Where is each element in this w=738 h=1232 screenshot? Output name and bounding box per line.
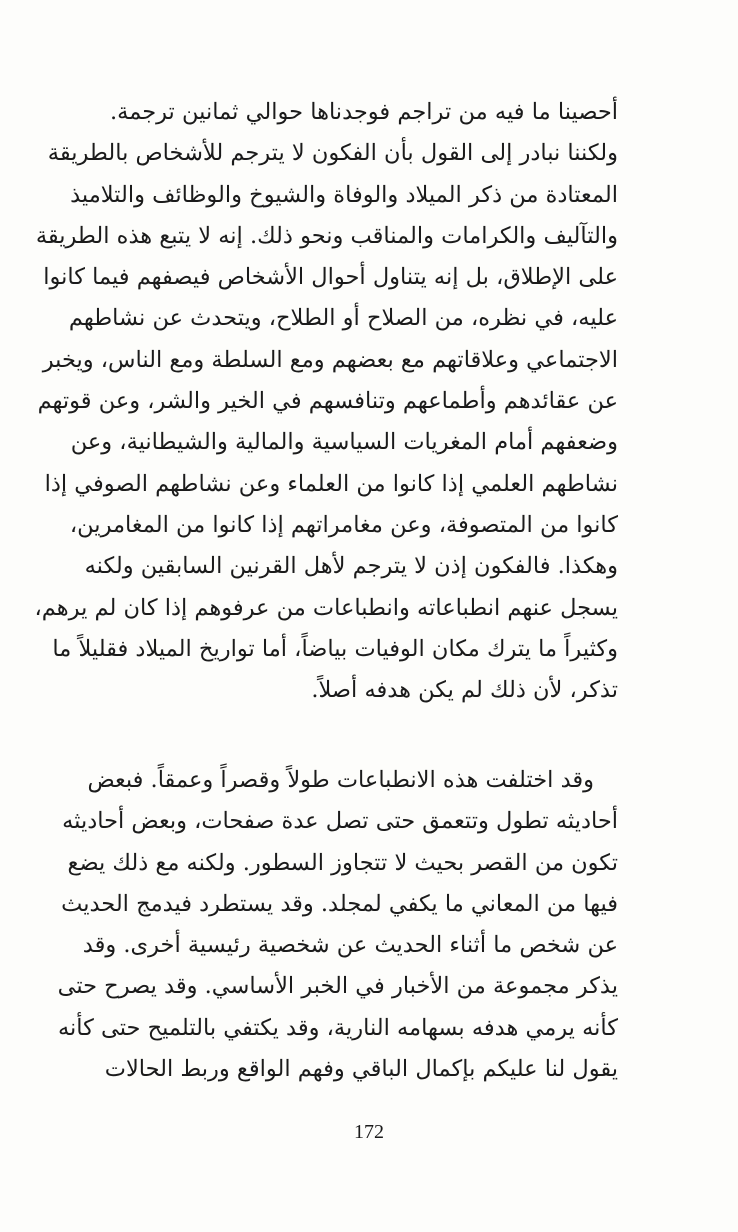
text-line: وضعفهم أمام المغريات السياسية والمالية والشيطانية، وعن	[70, 429, 618, 456]
text-line: عليه، في نظره، من الصلاح أو الطلاح، ويتحدث عن نشاطهم	[68, 305, 618, 332]
text-line: كأنه يرمي هدفه بسهامه النارية، وقد يكتفي بالتلميح حتى كأنه	[57, 1014, 618, 1041]
page-number: 172	[354, 1121, 384, 1143]
text-line: أحصينا ما فيه من تراجم فوجدناها حوالي ثمانين ترجمة.	[110, 99, 618, 125]
text-line: عن عقائدهم وأطماعهم وتنافسهم في الخير والشر، وعن قوتهم	[37, 388, 618, 415]
text-line: يسجل عنهم انطباعاته وانطباعات من عرفوهم إذا كان لم يرهم،	[34, 594, 618, 621]
text-line: وكثيراً ما يترك مكان الوفيات بياضاً، أما تواريخ الميلاد فقليلاً ما	[52, 635, 618, 662]
text-line: وهكذا. فالفكون إذن لا يترجم لأهل القرنين السابقين ولكنه	[84, 553, 618, 580]
text-line: تذكر، لأن ذلك لم يكن هدفه أصلاً.	[311, 677, 618, 704]
text-line: كانوا من المتصوفة، وعن مغامراتهم إذا كانوا من المغامرين،	[69, 511, 618, 538]
text-line: وقد اختلفت هذه الانطباعات طولاً وقصراً وعمقاً. فبعض	[87, 767, 594, 793]
text-line: الاجتماعي وعلاقاتهم مع بعضهم ومع السلطة ومع الناس، ويخبر	[42, 346, 618, 373]
text-line: تكون من القصر بحيث لا تتجاوز السطور. ولكنه مع ذلك يضع	[67, 849, 618, 876]
text-line: على الإطلاق، بل إنه يتناول أحوال الأشخاص فيصفهم فيما كانوا	[43, 264, 618, 291]
paragraph-2	[57, 760, 618, 1090]
text-line: المعتادة من ذكر الميلاد والوفاة والشيوخ والوظائف والتلاميذ	[70, 181, 618, 208]
paragraph-1	[34, 92, 618, 711]
text-line: والتآليف والكرامات والمناقب ونحو ذلك. إنه لا يتبع هذه الطريقة	[35, 222, 618, 249]
text-line: نشاطهم العلمي إذا كانوا من العلماء وعن نشاطهم الصوفي إذا	[44, 470, 618, 497]
text-line: ولكننا نبادر إلى القول بأن الفكون لا يترجم للأشخاص بالطريقة	[47, 140, 618, 167]
text-line: عن شخص ما أثناء الحديث عن شخصية رئيسية أخرى. وقد	[82, 932, 618, 959]
text-line: يقول لنا عليكم بإكمال الباقي وفهم الواقع وربط الحالات	[104, 1056, 618, 1083]
text-line: فيها من المعاني ما يكفي لمجلد. وقد يستطرد فيدمج الحديث	[61, 890, 618, 917]
text-line: أحاديثه تطول وتتعمق حتى تصل عدة صفحات، وبعض أحاديثه	[62, 808, 618, 835]
text-line: يذكر مجموعة من الأخبار في الخبر الأساسي. وقد يصرح حتى	[57, 973, 618, 1000]
